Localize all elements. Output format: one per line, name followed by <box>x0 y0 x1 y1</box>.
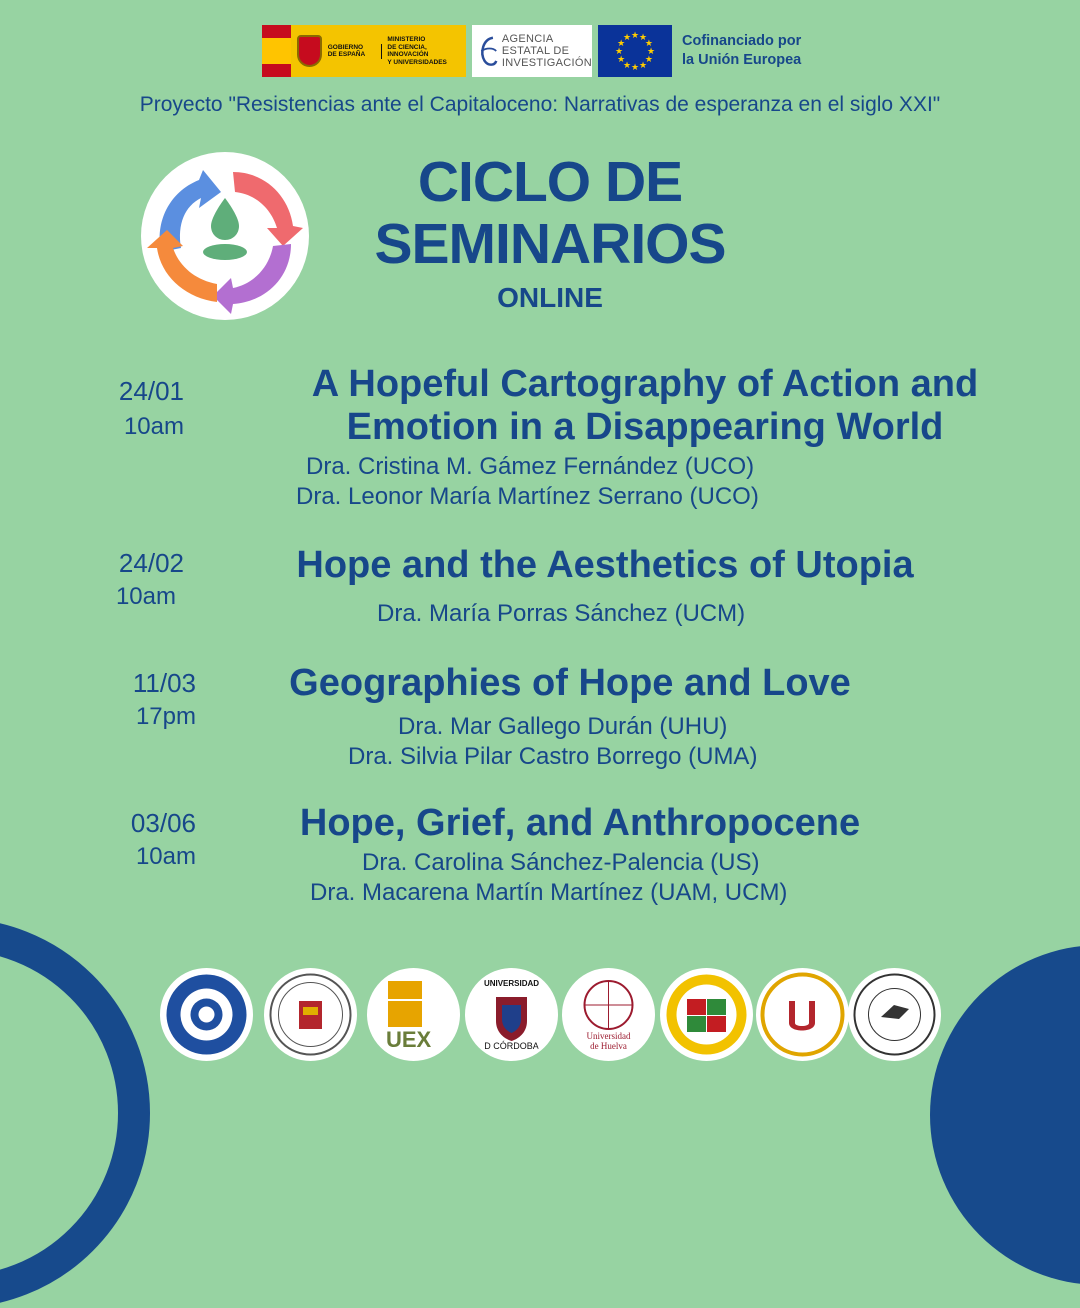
universidad-extremadura-logo <box>367 968 460 1061</box>
ministerio-label: MINISTERIO DE CIENCIA, INNOVACIÓN Y UNIVERSIDADES <box>387 36 447 66</box>
cofinanciado-label <box>682 32 801 70</box>
universidad-malaga-logo <box>848 968 941 1061</box>
eu-star-icon: ★ <box>623 32 632 43</box>
universidad-jaen-logo <box>660 968 753 1061</box>
seminar-speaker: Dra. Macarena Martín Martínez (UAM, UCM) <box>310 879 788 906</box>
eu-star-icon: ★ <box>631 62 640 72</box>
uex-label: UEX <box>386 1027 432 1052</box>
eu-star-icon: ★ <box>647 46 656 56</box>
eu-star-icon: ★ <box>615 46 624 56</box>
eu-star-icon: ★ <box>617 38 626 48</box>
eu-star-icon: ★ <box>639 32 648 43</box>
seminar-date: 24/02 <box>118 548 184 578</box>
cordoba-bottom-label: D CÓRDOBA <box>484 1041 539 1051</box>
eu-star-icon: ★ <box>623 59 632 70</box>
seminar-speaker: Dra. Mar Gallego Durán (UHU) <box>398 713 728 740</box>
eu-star-icon: ★ <box>631 30 640 40</box>
seminar-title-line2: Emotion in a Disappearing World <box>346 406 944 448</box>
huelva-label: Universidad de Huelva <box>586 1031 631 1051</box>
seminar-time: 10am <box>123 413 184 440</box>
cordoba-top-label: UNIVERSIDAD <box>483 979 540 988</box>
eu-star-icon: ★ <box>639 59 648 70</box>
eu-star-icon: ★ <box>644 54 653 64</box>
seminar-time: 10am <box>115 583 176 610</box>
cycle-logo <box>141 152 309 320</box>
seminar-date: 24/01 <box>118 376 184 406</box>
agencia-logo <box>472 25 592 77</box>
seminar-speaker: Dra. Carolina Sánchez-Palencia (US) <box>362 849 760 876</box>
seminar-title: Geographies of Hope and Love <box>289 662 851 704</box>
seminar-title: Hope, Grief, and Anthropocene <box>299 802 861 844</box>
cofinanciado-line1: Cofinanciado por <box>682 33 802 49</box>
seminar-speaker: Dra. Cristina M. Gámez Fernández (UCO) <box>306 453 755 480</box>
project-title: Proyecto "Resistencias ante el Capitaloceno: Narrativas de esperanza en el siglo XXI" <box>139 93 941 116</box>
seminar-time: 17pm <box>135 703 196 730</box>
decorative-arc-left <box>0 918 150 1308</box>
agencia-label: AGENCIA ESTATAL DE INVESTIGACIÓN <box>501 33 592 69</box>
gobierno-label: GOBIERNO DE ESPAÑA <box>328 44 383 59</box>
seminar-time: 10am <box>135 843 196 870</box>
title-line1: CICLO DE <box>417 150 683 214</box>
title-line3: ONLINE <box>497 282 603 313</box>
universidad-huelva-logo <box>562 968 655 1061</box>
cofinanciado-line2: la Unión Europea <box>682 52 802 68</box>
eu-star-icon: ★ <box>644 38 653 48</box>
seminar-speaker: Dra. Silvia Pilar Castro Borrego (UMA) <box>348 743 758 770</box>
gobierno-espana-logo <box>262 25 466 77</box>
universidad-cordoba-logo <box>465 968 558 1061</box>
universidad-sevilla-logo <box>756 968 849 1061</box>
seminar-speaker: Dra. María Porras Sánchez (UCM) <box>377 600 746 627</box>
spain-flag-icon <box>262 25 291 77</box>
seminar-date: 11/03 <box>132 668 196 698</box>
eu-flag-icon <box>598 25 672 77</box>
aei-mark-icon <box>478 29 498 73</box>
eu-star-icon: ★ <box>617 54 626 64</box>
title-line2: SEMINARIOS <box>374 212 726 276</box>
universidad-almeria-logo <box>160 968 253 1061</box>
recycle-arrows-icon <box>141 152 309 320</box>
seminar-speaker: Dra. Leonor María Martínez Serrano (UCO) <box>296 483 759 510</box>
seminar-title: A Hopeful Cartography of Action and <box>311 363 979 405</box>
sponsor-bar <box>262 24 801 78</box>
universidad-complutense-logo <box>264 968 357 1061</box>
seminar-title: Hope and the Aesthetics of Utopia <box>296 544 914 586</box>
seminar-date: 03/06 <box>130 808 196 838</box>
coat-of-arms-icon <box>297 35 322 67</box>
decorative-arc-right <box>930 945 1080 1285</box>
